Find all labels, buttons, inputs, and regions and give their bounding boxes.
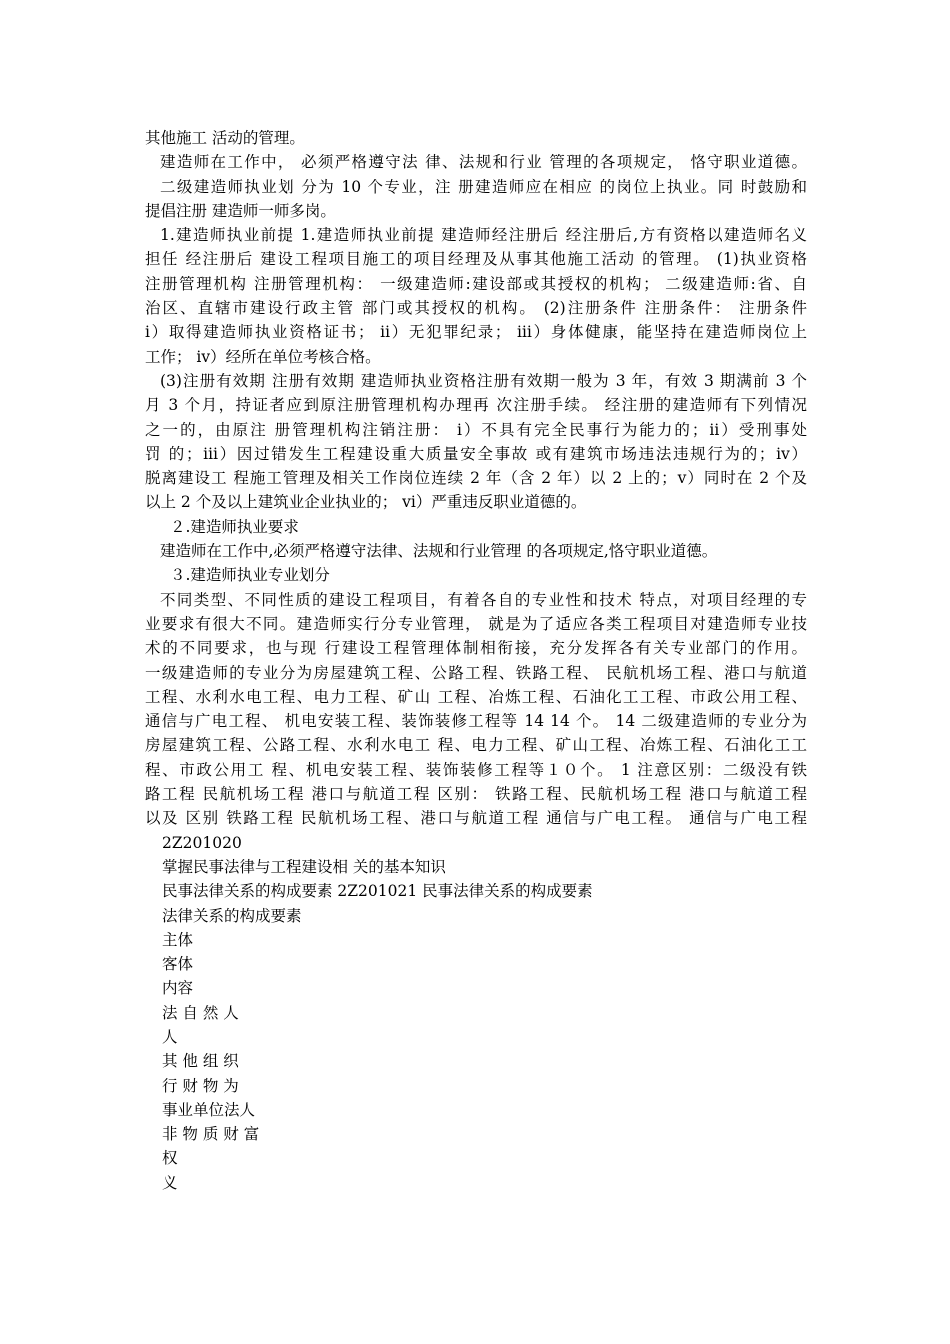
- document-body: [145, 126, 807, 1195]
- text-line: (3)注册有效期 注册有效期 建造师执业资格注册有效期一般为 3 年，有效 3 期满前 3 个: [160, 371, 807, 390]
- text-line: 术的不同要求，也与现 行建设工程管理体制相衔接，充分发挥各有关专业部门的作用。: [145, 639, 807, 658]
- text-line: 其他施工 活动的管理。: [145, 129, 305, 147]
- text-line: 工程、水利水电工程、电力工程、矿山 工程、冶炼工程、石油化工工程、市政公用工程、: [145, 687, 807, 706]
- text-line: 脱离建设工 程施工管理及相关工作岗位连续 2 年（含 2 年）以 2 上的；ⅴ）同时在 2 个及: [145, 469, 807, 488]
- text-line: 工作； ⅳ）经所在单位考核合格。: [145, 347, 381, 366]
- text-line: 1.建造师执业前提 1.建造师执业前提 建造师经注册后 经注册后,方有资格以建造师名义: [160, 226, 807, 245]
- text-line: 路工程 民航机场工程 港口与航道工程 区别： 铁路工程、民航机场工程 港口与航道工程: [145, 785, 807, 804]
- text-line: 2Z201020: [162, 833, 242, 852]
- text-line: ３.建造师执业专业划分: [170, 566, 330, 585]
- text-line: 人: [162, 1027, 178, 1046]
- text-line: 主体: [162, 930, 194, 949]
- text-line: 罚 的；ⅲ）因过错发生工程建设重大质量安全事故 或有建筑市场违法违规行为的；ⅳ）: [145, 444, 807, 463]
- text-line: 二级建造师执业划 分为 10 个专业，注 册建造师应在相应 的岗位上执业。同 时鼓励和: [160, 177, 807, 196]
- text-line: 注册管理机构 注册管理机构： 一级建造师:建设部或其授权的机构； 二级建造师:省、自: [145, 274, 807, 293]
- text-line: 通信与广电工程、 机电安装工程、装饰装修工程等 14 14 个。 14 二级建造师的专业分为: [145, 712, 807, 731]
- text-line: 不同类型、不同性质的建设工程项目，有着各自的专业性和技术 特点，对项目经理的专: [160, 590, 807, 609]
- text-line: 之一的，由原注 册管理机构注销注册： ⅰ）不具有完全民事行为能力的；ⅱ）受刑事处: [145, 420, 807, 439]
- text-line: 行 财 物 为: [162, 1076, 239, 1095]
- text-line: 房屋建筑工程、公路工程、水利水电工 程、电力工程、矿山工程、冶炼工程、石油化工工: [145, 736, 807, 755]
- text-line: 提倡注册 建造师一师多岗。: [145, 201, 336, 220]
- text-line: ⅰ）取得建造师执业资格证书； ⅱ）无犯罪纪录； ⅲ）身体健康，能坚持在建造师岗位上: [145, 323, 807, 342]
- text-line: 以及 区别 铁路工程 民航机场工程、港口与航道工程 通信与广电工程。 通信与广电工程: [145, 809, 807, 828]
- text-line: 月 3 个月，持证者应到原注册管理机构办理再 次注册手续。 经注册的建造师有下列情况: [145, 396, 807, 415]
- text-line: 建造师在工作中， 必须严格遵守法 律、法规和行业 管理的各项规定， 恪守职业道德。: [160, 153, 807, 172]
- text-line: 程、市政公用工 程、机电安装工程、装饰装修工程等１０个。 1 注意区别：二级没有铁: [145, 760, 807, 779]
- text-line: 民事法律关系的构成要素 2Z201021 民事法律关系的构成要素: [162, 882, 593, 901]
- text-line: 一级建造师的专业分为房屋建筑工程、公路工程、铁路工程、 民航机场工程、港口与航道: [145, 663, 807, 682]
- text-line: 法 自 然 人: [162, 1003, 239, 1022]
- text-line: 治区、直辖市建设行政主管 部门或其授权的机构。 (2)注册条件 注册条件： 注册条件: [145, 299, 807, 318]
- text-line: 业要求有很大不同。建造师实行分专业管理， 就是为了适应各类工程项目对建造师专业技: [145, 614, 807, 633]
- text-line: 掌握民事法律与工程建设相 关的基本知识: [162, 857, 446, 876]
- text-line: ２.建造师执业要求: [170, 517, 299, 536]
- text-line: 事业单位法人: [162, 1100, 256, 1119]
- text-line: 其 他 组 织: [162, 1052, 239, 1071]
- text-line: 内容: [162, 979, 194, 998]
- text-line: 义: [162, 1173, 178, 1192]
- text-line: 以上 2 个及以上建筑业企业执业的； ⅵ）严重违反职业道德的。: [145, 493, 587, 512]
- text-line: 非 物 质 财 富: [162, 1125, 260, 1144]
- text-line: 建造师在工作中,必须严格遵守法律、法规和行业管理 的各项规定,恪守职业道德。: [160, 542, 718, 561]
- text-line: 担任 经注册后 建设工程项目施工的项目经理及从事其他施工活动 的管理。 (1)执业资格: [145, 250, 807, 269]
- text-line: 客体: [162, 955, 194, 974]
- text-line: 权: [162, 1149, 178, 1168]
- text-line: 法律关系的构成要素: [162, 906, 302, 925]
